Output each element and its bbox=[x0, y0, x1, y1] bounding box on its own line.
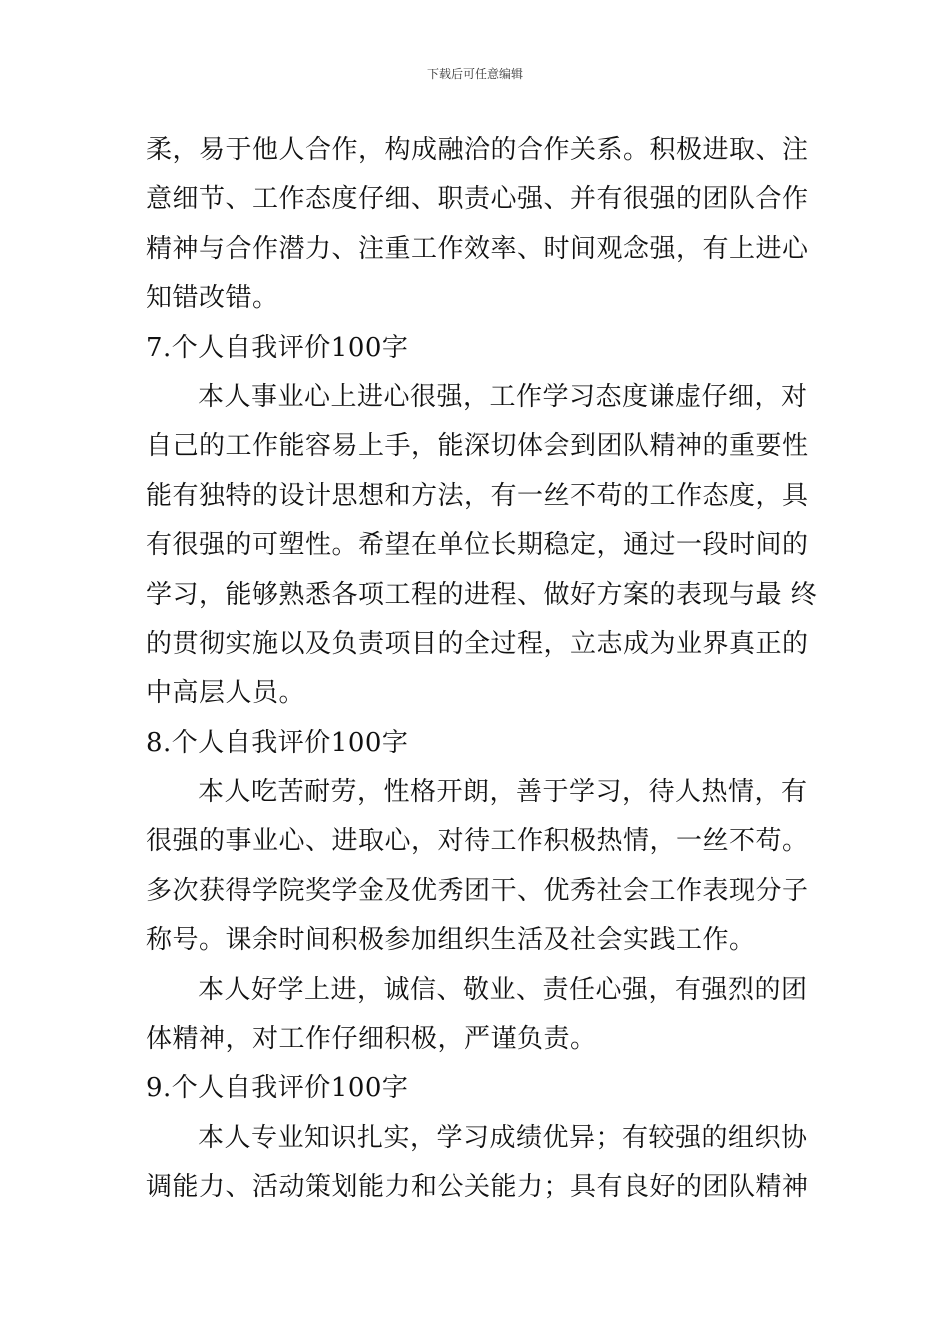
section-heading: 8.个人自我评价100字 bbox=[146, 727, 409, 758]
text-line: 调能力、活动策划能力和公关能力；具有良好的团队精神 bbox=[146, 1172, 809, 1203]
text-line: 中高层人员。 bbox=[146, 678, 306, 709]
text-line: 精神与合作潜力、注重工作效率、时间观念强，有上进心 bbox=[146, 233, 809, 264]
document-body bbox=[146, 126, 818, 1213]
text-line: 体精神，对工作仔细积极，严谨负责。 bbox=[146, 1024, 597, 1055]
text-line: 很强的事业心、进取心，对待工作积极热情，一丝不苟。 bbox=[146, 826, 809, 857]
paragraph-start: 本人专业知识扎实，学习成绩优异；有较强的组织协 bbox=[198, 1122, 808, 1153]
text-line: 学习，能够熟悉各项工程的进程、做好方案的表现与最 终 bbox=[146, 579, 818, 610]
text-line: 有很强的可塑性。希望在单位长期稳定，通过一段时间的 bbox=[146, 530, 809, 561]
text-line: 意细节、工作态度仔细、职责心强、并有很强的团队合作 bbox=[146, 184, 809, 215]
page-header: 下载后可任意编辑 bbox=[426, 67, 523, 81]
text-line: 的贯彻实施以及负责项目的全过程，立志成为业界真正的 bbox=[146, 628, 809, 659]
paragraph-start: 本人吃苦耐劳，性格开朗，善于学习，待人热情，有 bbox=[198, 777, 808, 808]
text-line: 知错改错。 bbox=[146, 283, 279, 314]
text-line: 自己的工作能容易上手，能深切体会到团队精神的重要性 bbox=[146, 431, 809, 462]
section-heading: 9.个人自我评价100字 bbox=[146, 1073, 409, 1104]
text-line: 多次获得学院奖学金及优秀团干、优秀社会工作表现分子 bbox=[146, 875, 809, 906]
paragraph-start: 本人事业心上进心很强，工作学习态度谦虚仔细，对 bbox=[198, 381, 808, 412]
text-line: 称号。课余时间积极参加组织生活及社会实践工作。 bbox=[146, 925, 756, 956]
text-line: 柔，易于他人合作，构成融洽的合作关系。积极进取、注 bbox=[146, 135, 809, 165]
text-line: 能有独特的设计思想和方法，有一丝不苟的工作态度，具 bbox=[146, 480, 809, 511]
paragraph-start: 本人好学上进，诚信、敬业、责任心强，有强烈的团 bbox=[198, 974, 808, 1005]
section-heading: 7.个人自我评价100字 bbox=[146, 332, 409, 363]
